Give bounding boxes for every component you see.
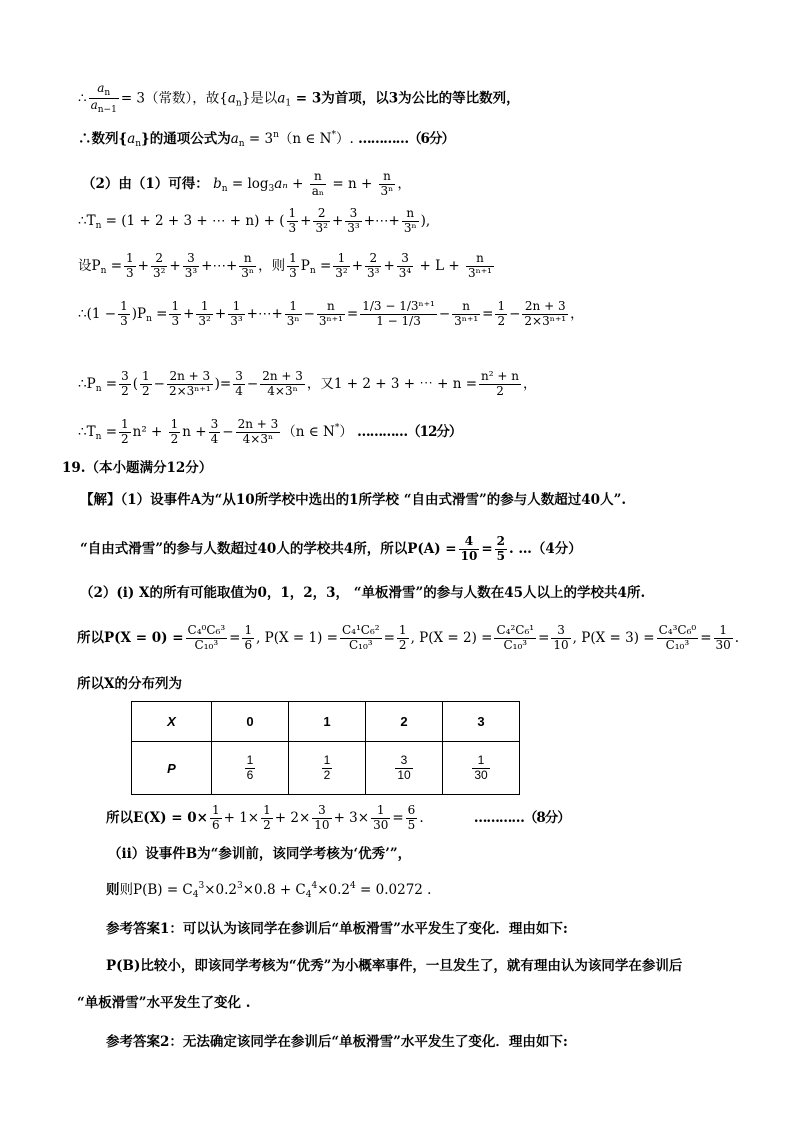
table-cell: $\frac{1}{2}$ (289, 742, 366, 795)
distribution-table (131, 701, 520, 795)
table-header-cell: 2 (366, 702, 443, 742)
table-row (132, 742, 520, 795)
table-header-cell: 1 (289, 702, 366, 742)
table-cell: $\frac{3}{10}$ (366, 742, 443, 795)
q19-reference-answer-1-reason: P(B)比较小，即该同学考核为“优秀”为小概率事件，一旦发生了，就有理由认为该同学在参训后 (106, 958, 683, 974)
q19-reference-answer-1-conclusion: “单板滑雪”水平发生了变化 . (77, 995, 251, 1011)
pn-result-line: $\therefore P_n$ = $\frac{3}{2}$ ( $\frac{1}{2}$ − $\frac{2n + 3}{\text{2×3ⁿ⁺¹}}$ )= $\frac{3}{4}$ − $\frac{2n + 3}{\text{4×3ⁿ}}$ ，又1 + 2 + 3 + ⋯ + n = $\frac{\text{n² + n}}{2}$ ， (78, 369, 537, 398)
table-cell: $\frac{1}{6}$ (212, 742, 289, 795)
tn-sum-line: $\therefore T_n = (1 + 2 + 3$ + ⋯ + n) + ( $\frac{1}{3}$ + $\frac{2}{\text{3²}}$ + $\frac{3}{\text{3³}}$ +⋯+ $\frac{n}{\text{3ⁿ}}$ ), (78, 206, 431, 235)
q19-distribution-intro: 所以X的分布列为 (77, 676, 182, 692)
q19-reference-answer-2: 参考答案2：无法确定该同学在参训后“单板滑雪”水平发生了变化．理由如下: (106, 1034, 568, 1050)
table-cell: $\frac{1}{30}$ (443, 742, 520, 795)
tn-result-line: $\therefore T_n$ = $\frac{1}{2}$ n² + $\frac{1}{2}$ n + $\frac{3}{4}$ − $\frac{2n + 3}{\text{4×3ⁿ}}$ （n ∈ N*） …………（12分） (78, 417, 462, 446)
table-header-cell: 3 (443, 702, 520, 742)
table-row-label: P (132, 742, 212, 795)
pn-definition-line: 设$P_n$ = $\frac{1}{3}$ + $\frac{2}{\text{3²}}$ + $\frac{3}{\text{3³}}$ +⋯+ $\frac{n}{\text{3ⁿ}}$ ，则 $\frac{1}{3}$ $P_n$ = $\frac{1}{\text{3²}}$ + $\frac{2}{\text{3³}}$ + $\frac{3}{\text{3⁴}}$ + L + $\frac{n}{\text{3ⁿ⁺¹}}$ (78, 251, 492, 280)
q19-part2-statement: （2）(i) X的所有可能取值为0，1，2，3， “单板滑雪”的参与人数在45人以上的学校共4所. (80, 585, 646, 601)
table-header-cell: X (132, 702, 212, 742)
general-term-line: ∴数列$\{a_n\}$的通项公式为$a_n = 3^n(n$ ∈ N*）. …………（6分） (78, 130, 454, 149)
q19-reference-answer-1: 参考答案1：可以认为该同学在参训后“单板滑雪”水平发生了变化．理由如下: (106, 921, 568, 937)
q19-part1-statement: 【解】（1）设事件A为“从10所学校中选出的1所学校 “自由式滑雪”的参与人数超过40人”. (80, 492, 627, 508)
bn-formula-line: （2）由（1）可得： $b_n = \log_3a_n$ + $\frac{n}{\text{aₙ}}$ = n + $\frac{n}{\text{3ⁿ}}$ ， (82, 169, 411, 198)
pn-subtraction-line: ∴(1 − $\frac{1}{3}$ )$P_n$ = $\frac{1}{3}$ + $\frac{1}{\text{3²}}$ + $\frac{1}{\text{3³}}$ +⋯+ $\frac{1}{\text{3ⁿ}}$ − $\frac{n}{\text{3ⁿ⁺¹}}$ = $\frac{\text{1/3 − 1/3ⁿ⁺¹}}{1 - 1/3}$ − $\frac{n}{\text{3ⁿ⁺¹}}$ = $\frac{1}{2}$ − $\frac{2n + 3}{\text{2×3ⁿ⁺¹}}$ ， (78, 299, 584, 328)
q19-probabilities-line: 所以P(X = 0) = $\frac{\text{C₄⁰C₆³}}{\text{C₁₀³}}$ = $\frac{1}{6}$ , P(X = 1) = $\frac{\text{C₄¹C₆²}}{\text{C₁₀³}}$ = $\frac{1}{2}$ , P(X = 2) = $\frac{\text{C₄²C₆¹}}{\text{C₁₀³}}$ = $\frac{3}{10}$ , P(X = 3) = $\frac{\text{C₄³C₆⁰}}{\text{C₁₀³}}$ = $\frac{1}{30}$ . (77, 623, 740, 652)
table-row (132, 702, 520, 742)
q19-expectation-line: 所以E(X) = 0× $\frac{1}{6}$ + 1× $\frac{1}{2}$ + 2× $\frac{3}{10}$ + 3× $\frac{1}{30}$ = $\frac{6}{5}$ . …………（8分） (106, 803, 570, 832)
q19-heading: 19.（本小题满分12分） (62, 460, 213, 476)
geometric-ratio-line: ∴ $\frac{a_n}{a_{n-1}}$ = 3（常数），故$\{a_n\}$是以$a_1 = 3$为首项，以3为公比的等比数列， (78, 81, 520, 116)
table-header-cell: 0 (212, 702, 289, 742)
q19-part1-answer: “自由式滑雪”的参与人数超过40人的学校共4所，所以P(A) = $\frac{4}{10}$ = $\frac{2}{5}$ . …（4分） (80, 534, 582, 563)
q19-event-b-definition: （ii）设事件B为“参训前，该同学考核为‘优秀’”， (108, 846, 412, 862)
q19-pb-line: 则则$P(B) = C_4^3\times 0.2^3\times 0.8 + C_4^4\times 0.2^4 = 0.0272$ . (106, 881, 432, 900)
